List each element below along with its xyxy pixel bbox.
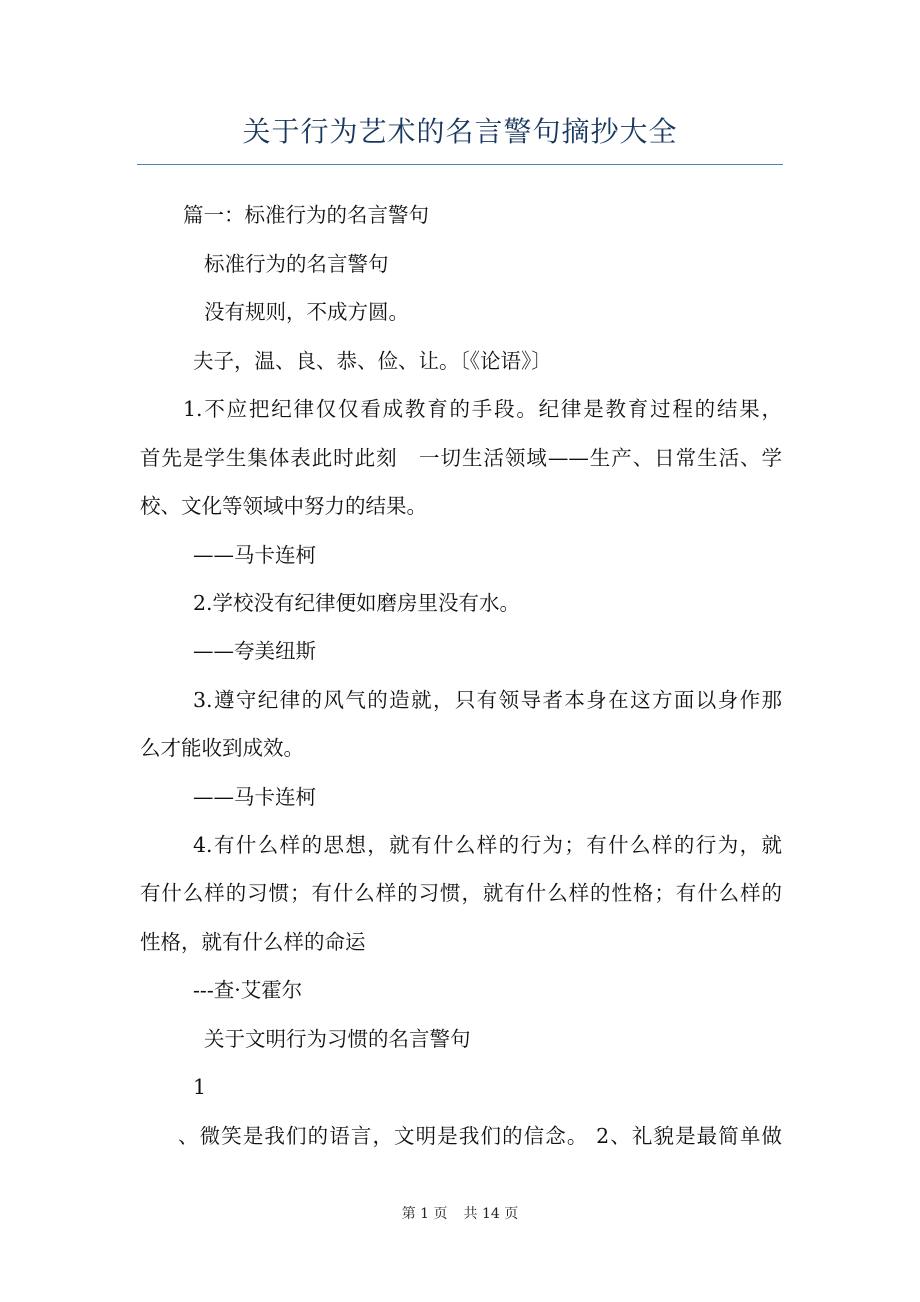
text-line: ——夸美纽斯 [193, 639, 316, 663]
text-line: 没有规则，不成方圆。 [204, 300, 409, 324]
text-line: 关于文明行为习惯的名言警句 [204, 1027, 471, 1051]
text-line: 校、文化等领域中努力的结果。 [140, 494, 427, 518]
document-title: 关于行为艺术的名言警句摘抄大全 [242, 115, 678, 148]
title-underline [137, 164, 783, 165]
text-line: 夫子，温、良、恭、俭、让。〔《论语》〕 [193, 349, 552, 373]
text-line: 标准行为的名言警句 [204, 252, 389, 276]
text-line: 篇一：标准行为的名言警句 [183, 203, 429, 227]
text-line: ——马卡连柯 [193, 543, 316, 567]
text-line: 1 [193, 1075, 207, 1099]
text-line: 性格，就有什么样的命运 [140, 930, 366, 954]
text-line: ——马卡连柯 [193, 785, 316, 809]
text-line: 3.遵守纪律的风气的造就，只有领导者本身在这方面以身作那 [193, 688, 782, 712]
text-line: 么才能收到成效。 [140, 736, 304, 760]
text-line: 、微笑是我们的语言，文明是我们的信念。 2、礼貌是最简单做 [178, 1124, 782, 1148]
page-number: 第 1 页 [401, 1206, 448, 1222]
page-total: 共 14 页 [463, 1206, 519, 1222]
page-footer [0, 1204, 920, 1224]
text-line: ---查·艾霍尔 [193, 978, 303, 1002]
text-line: 4.有什么样的思想，就有什么样的行为；有什么样的行为，就 [193, 833, 782, 857]
text-line: 首先是学生集体表此时此刻 一切生活领域——生产、日常生活、学 [140, 446, 782, 470]
text-line: 2.学校没有纪律便如磨房里没有水。 [193, 591, 521, 615]
text-line: 1.不应把纪律仅仅看成教育的手段。纪律是教育过程的结果， [183, 397, 782, 421]
text-line: 有什么样的习惯；有什么样的习惯，就有什么样的性格；有什么样的 [140, 881, 782, 905]
